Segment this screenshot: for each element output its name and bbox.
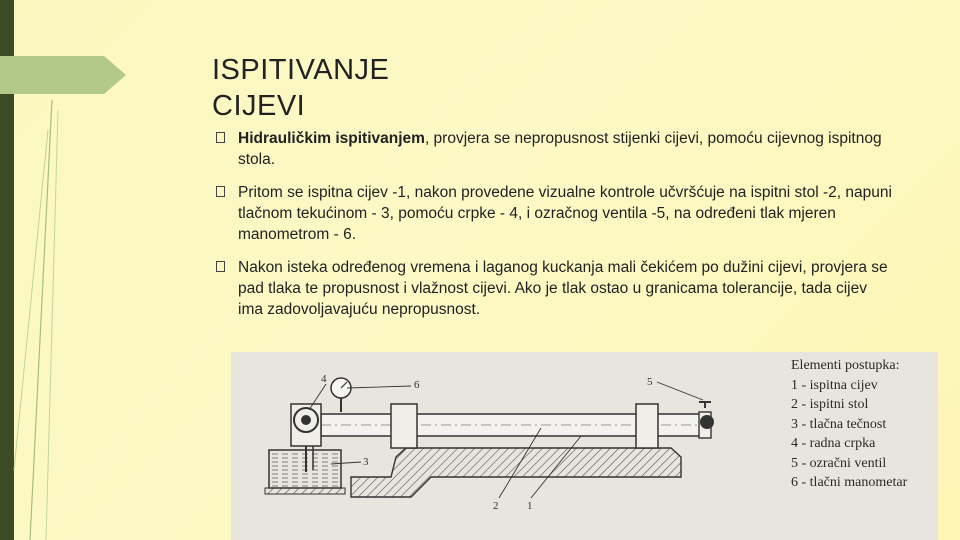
pipe-test-bench-figure <box>231 352 938 540</box>
bullet-box-icon <box>216 261 225 272</box>
test-stand <box>351 448 681 497</box>
bullet-text: , provjera se nepropusnost stijenki cijevi, pomoću cijevnog ispitnog stola. <box>238 130 882 168</box>
label-2: 2 <box>493 500 499 512</box>
legend-item: 5 - ozračni ventil <box>791 455 887 471</box>
test-bench-diagram <box>231 352 791 540</box>
arrow-shape <box>0 56 126 94</box>
legend-item: 1 - ispitna cijev <box>791 377 878 393</box>
legend-item: 2 - ispitni stol <box>791 397 869 412</box>
label-5: 5 <box>647 376 653 388</box>
label-6: 6 <box>414 379 420 391</box>
vent-valve <box>700 415 714 429</box>
legend-item: 3 - tlačna tečnost <box>791 416 887 432</box>
page-title <box>212 52 612 124</box>
title-line-1: ISPITIVANJE <box>212 54 390 86</box>
decorative-lines <box>0 0 140 540</box>
bullet-box-icon <box>216 132 225 143</box>
bullet-text: Nakon isteka određenog vremena i laganog kuckanja mali čekićem po dužini cijevi, provjera se pad tlaka te propusnost i vlažnost cijevi. Ako je tlak ostao u granicama tolerancije, tada cijev ima zadovoljavajuću nepropusnost. <box>238 259 888 318</box>
label-3: 3 <box>363 456 369 468</box>
bullet-box-icon <box>216 186 225 197</box>
figure-legend <box>791 356 936 493</box>
legend-item: 6 - tlačni manometar <box>791 475 908 490</box>
bullet-item <box>216 182 896 245</box>
bullet-item <box>216 128 896 170</box>
bullet-list <box>216 128 896 332</box>
legend-title: Elementi postupka: <box>791 358 900 373</box>
label-1: 1 <box>527 500 533 512</box>
label-4: 4 <box>321 373 327 385</box>
bullet-bold-text: Hidrauličkim ispitivanjem <box>238 130 425 147</box>
bullet-text: Pritom se ispitna cijev -1, nakon provedene vizualne kontrole učvršćuje na ispitni stol -2, napuni tlačnom tekućinom - 3, pomoću crpke - 4, i ozračnog ventila -5, na određeni tlak mjeren manometrom - 6. <box>238 184 892 243</box>
legend-item: 4 - radna crpka <box>791 436 876 451</box>
title-line-2: CIJEVI <box>212 90 306 122</box>
bullet-item <box>216 257 896 320</box>
